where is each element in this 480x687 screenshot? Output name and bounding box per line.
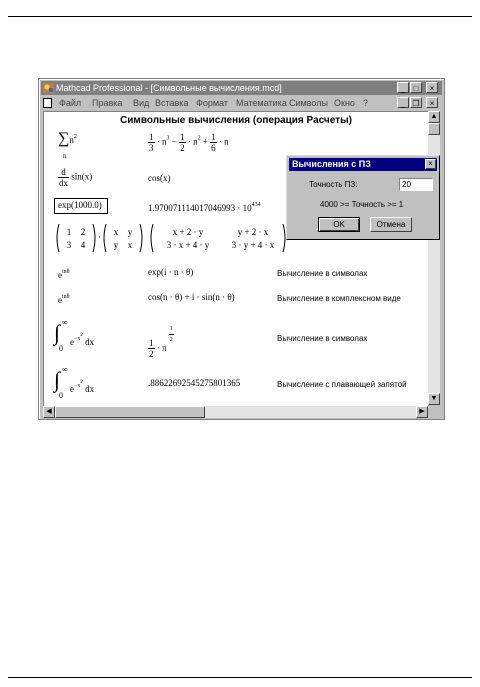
matrix-expression[interactable]: 1 2 3 4 · x y y x [54,222,145,254]
derivative-result: cos(x) [148,173,171,183]
note-float: Вычисление с плавающей запятой [277,380,407,389]
svg-text:y: y [127,227,133,237]
menu-view[interactable]: Вид [133,98,150,108]
menu-symbolics[interactable]: Символы [289,98,328,108]
svg-text:y + 2 · x: y + 2 · x [237,227,269,237]
horizontal-scrollbar[interactable] [43,406,428,418]
exponential-result-2: cos(n · θ) + i · sin(n · θ) [148,292,235,302]
sum-result: $\frac{1}{3}$ · $n^3$ − $\frac{1}{2}$ · $n^2$ + $\frac{1}{6}$ · n [149,132,229,153]
integral-expression-2[interactable]: ∫ ∞ 0 $e^{-x2}$ dx [54,365,95,400]
svg-text:x: x [127,240,133,250]
page-top-rule [8,16,472,17]
matrix-result [148,222,288,254]
exponential-expression-1[interactable]: $e^{in\theta}$ [58,269,70,280]
dialog-close-icon[interactable]: × [425,159,436,169]
menu-edit[interactable]: Правка [92,98,123,108]
sum-body: n [69,135,74,145]
menu-math[interactable]: Математика [236,98,287,108]
doc-close-button[interactable]: × [426,97,438,108]
precision-range-hint: 4000 >= Точность >= 1 [320,200,404,209]
menu-insert[interactable]: Вставка [155,98,189,108]
note-symbolic-2: Вычисление в символах [277,334,368,343]
doc-minimize-button[interactable]: _ [397,97,409,108]
svg-text:1: 1 [66,227,72,237]
sum-symbol: ∑ [58,130,70,147]
mathcad-window [38,78,445,420]
doc-restore-button[interactable]: ❐ [410,97,422,108]
svg-text:3 · x + 4 · y: 3 · x + 4 · y [166,240,210,250]
sum-exponent: 2 [73,134,77,140]
scroll-right-arrow-icon[interactable]: ▶ [416,406,428,418]
integral-result-2: .88622692545275801365 [148,378,241,388]
svg-text:y: y [113,240,119,250]
svg-text:x + 2 · y: x + 2 · y [172,227,204,237]
ok-button[interactable]: OK [318,217,360,232]
cancel-button[interactable]: Отмена [370,217,412,232]
horizontal-scroll-thumb[interactable] [55,406,205,418]
vertical-scroll-thumb[interactable] [428,123,440,135]
svg-text:x: x [113,227,119,237]
document-icon[interactable] [43,98,52,108]
window-titlebar [41,81,442,95]
menu-format[interactable]: Формат [196,98,228,108]
menu-window[interactable]: Окно [334,98,355,108]
menubar [41,96,442,110]
close-button[interactable]: × [426,82,438,93]
scroll-up-arrow-icon[interactable]: ▲ [428,111,440,123]
exp-expression[interactable]: exp(1000.0) [58,200,102,210]
float-precision-dialog [286,155,440,240]
scroll-left-arrow-icon[interactable]: ◀ [43,406,55,418]
maximize-button[interactable]: □ [410,82,422,93]
svg-text:2: 2 [80,227,86,237]
svg-text:3 · y + 4 · x: 3 · y + 4 · x [231,240,275,250]
page-bottom-rule [8,677,472,678]
derivative-expression[interactable]: $\frac{d}{dx}$ sin(x) [59,167,93,188]
integral-expression-1[interactable]: ∫ ∞ 0 $e^{-x2}$ dx [54,318,95,353]
size-grip[interactable] [428,406,440,418]
svg-text:4: 4 [80,240,86,250]
precision-label: Точность ПЗ: [309,180,358,189]
menu-file[interactable]: Файл [59,98,82,108]
svg-text:3: 3 [66,240,72,250]
matrix-1 [54,222,98,254]
menu-help[interactable]: ? [363,98,369,108]
exponential-expression-2[interactable]: $e^{in\theta}$ [58,294,70,305]
note-symbolic-1: Вычисление в символах [277,269,368,278]
matrix-2 [101,222,145,254]
scroll-down-arrow-icon[interactable]: ▼ [428,393,440,405]
note-complex: Вычисление в комплексном виде [277,294,401,303]
sum-expression[interactable] [58,132,77,146]
worksheet-title: Символьные вычисления (операция Расчеты) [120,115,352,126]
dialog-titlebar: Вычисления с ПЗ [289,158,437,171]
sum-index: n [63,152,67,160]
window-title: Mathcad Professional - [Символьные вычисления.mcd] [56,83,282,93]
minimize-button[interactable]: _ [397,82,409,93]
exponential-result-1: exp(i · n · θ) [148,267,194,277]
mathcad-app-icon[interactable] [43,83,54,93]
precision-input[interactable] [399,178,433,191]
exp-result: $1.970071114017046993 \cdot 10^{434}$ [148,202,261,213]
integral-result-1: $\frac{1}{2}$ · π $\frac{1}{2}$ [149,326,173,360]
